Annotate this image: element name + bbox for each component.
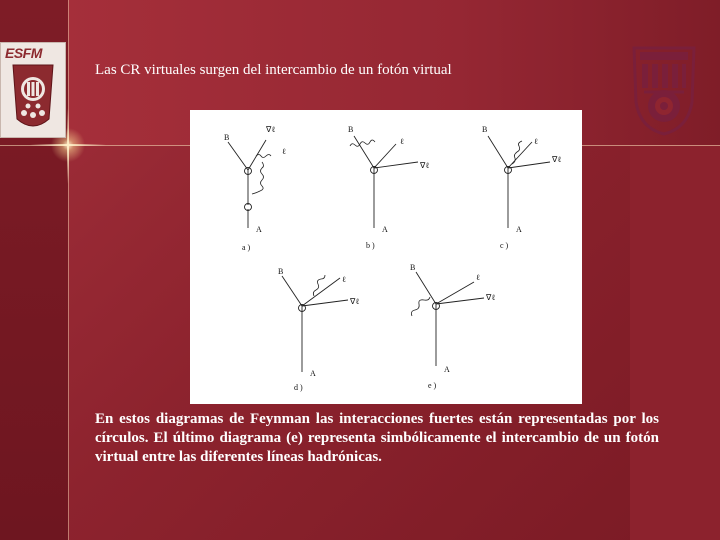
diagram-b-label-a: A <box>382 225 388 234</box>
diagram-e-label-nu: ∇ℓ <box>486 293 496 302</box>
feynman-figure <box>190 110 582 404</box>
diagram-b <box>348 125 429 250</box>
diagram-a-label-b: B <box>224 133 230 142</box>
diagram-b-label-l: ℓ <box>400 137 404 146</box>
right-band <box>630 145 720 540</box>
diagram-e-label-a: A <box>444 365 450 374</box>
esfm-emblem-icon <box>1 43 65 137</box>
diagram-e <box>410 263 495 390</box>
slide-caption: En estos diagramas de Feynman las interacciones fuertes están representadas por los círculos. El último diagrama (e) representa simbólicamente el intercambio de un fotón virtual entre las diferentes líneas hadrónicas. <box>95 411 659 465</box>
diagram-d-label-a: A <box>310 369 316 378</box>
diagram-a <box>224 125 286 252</box>
diagram-b-caption: b ) <box>366 241 375 250</box>
diagram-c-label-l: ℓ <box>534 137 538 146</box>
esfm-logo-icon <box>0 42 66 138</box>
diagram-e-caption: e ) <box>428 381 437 390</box>
diagram-d-label-l: ℓ <box>342 275 346 284</box>
diagram-c-label-nu: ∇ℓ <box>552 155 562 164</box>
diagram-d-label-nu: ∇ℓ <box>350 297 360 306</box>
diagram-d-label-b: B <box>278 267 284 276</box>
diagram-a-label-a: A <box>256 225 262 234</box>
diagram-d <box>278 267 359 392</box>
sparkle-ray-vertical <box>67 108 69 184</box>
diagram-a-caption: a ) <box>242 243 251 252</box>
diagram-a-label-l: ℓ <box>282 147 286 156</box>
diagram-e-label-b: B <box>410 263 416 272</box>
diagram-d-caption: d ) <box>294 383 303 392</box>
feynman-diagrams <box>190 110 582 404</box>
vertical-rule <box>68 0 69 540</box>
diagram-e-label-l: ℓ <box>476 273 480 282</box>
diagram-c-caption: c ) <box>500 241 509 250</box>
diagram-b-label-nu: ∇ℓ <box>420 161 430 170</box>
esfm-logo-text: ESFM <box>5 45 42 61</box>
diagram-a-label-nu: ∇ℓ <box>266 125 276 134</box>
diagram-b-label-b: B <box>348 125 354 134</box>
diagram-c-label-b: B <box>482 125 488 134</box>
slide-title: Las CR virtuales surgen del intercambio de un fotón virtual <box>95 62 452 78</box>
diagram-c-label-a: A <box>516 225 522 234</box>
diagram-c <box>482 125 561 250</box>
ipn-logo-icon <box>628 42 700 138</box>
